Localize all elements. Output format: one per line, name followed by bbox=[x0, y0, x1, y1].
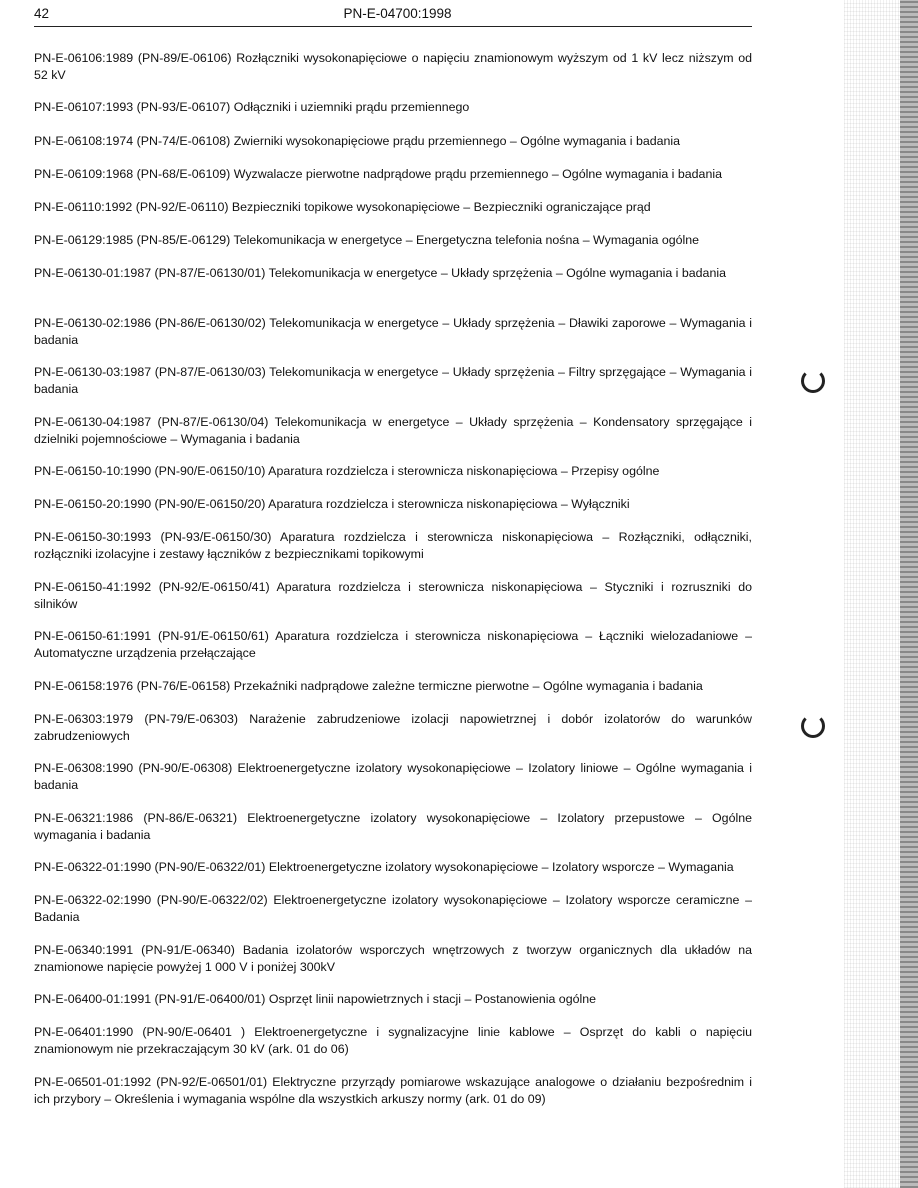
reference-entry: PN-E-06308:1990 (PN-90/E-06308) Elektroenergetyczne izolatory wysokonapięciowe – Izolatory liniowe – Ogólne wymagania i badania bbox=[34, 761, 752, 792]
reference-entry: PN-E-06108:1974 (PN-74/E-06108) Zwierniki wysokonapięciowe prądu przemiennego – Ogólne wymagania i badania bbox=[34, 134, 681, 148]
reference-entry: PN-E-06322-02:1990 (PN-90/E-06322/02) Elektroenergetyczne izolatory wysokonapięciowe – Izolatory wsporcze ceramiczne – Badania bbox=[34, 893, 752, 924]
reference-entry: PN-E-06130-01:1987 (PN-87/E-06130/01) Telekomunikacja w energetyce – Układy sprzężenia – Ogólne wymagania i badania bbox=[34, 266, 726, 280]
reference-entry: PN-E-06400-01:1991 (PN-91/E-06400/01) Osprzęt linii napowietrznych i stacji – Postanowienia ogólne bbox=[34, 992, 597, 1006]
reference-entry: PN-E-06322-01:1990 (PN-90/E-06322/01) Elektroenergetyczne izolatory wysokonapięciowe – Izolatory wsporcze – Wymagania bbox=[34, 860, 734, 874]
reference-entry: PN-E-06130-03:1987 (PN-87/E-06130/03) Telekomunikacja w energetyce – Układy sprzężenia – Filtry sprzęgające – Wymagania i badania bbox=[34, 365, 752, 396]
reference-entry: PN-E-06303:1979 (PN-79/E-06303) Narażenie zabrudzeniowe izolacji napowietrznej i dobór izolatorów do warunków zabrudzeniowych bbox=[34, 712, 752, 743]
reference-entry: PN-E-06129:1985 (PN-85/E-06129) Telekomunikacja w energetyce – Energetyczna telefonia nośna – Wymagania ogólne bbox=[34, 233, 700, 247]
reference-entry: PN-E-06150-10:1990 (PN-90/E-06150/10) Aparatura rozdzielcza i sterownicza niskonapięciowa – Przepisy ogólne bbox=[34, 464, 660, 478]
reference-entry: PN-E-06340:1991 (PN-91/E-06340) Badania izolatorów wsporczych wnętrzowych z tworzyw organicznych dla układów na znamionowe napięcie powyżej 1 000 V i poniżej 300kV bbox=[34, 943, 752, 974]
page-number: 42 bbox=[34, 6, 50, 21]
reference-entry: PN-E-06150-30:1993 (PN-93/E-06150/30) Aparatura rozdzielcza i sterownicza niskonapięciowa – Rozłączniki, odłączniki, rozłączniki izolacyjne i zestawy łączników z bezpiecznikami topikowymi bbox=[34, 530, 752, 561]
reference-entry: PN-E-06321:1986 (PN-86/E-06321) Elektroenergetyczne izolatory wysokonapięciowe – Izolatory przepustowe – Ogólne wymagania i badania bbox=[34, 811, 752, 842]
reference-entry: PN-E-06109:1968 (PN-68/E-06109) Wyzwalacze pierwotne nadprądowe prądu przemiennego – Ogólne wymagania i badania bbox=[34, 167, 722, 181]
reference-entry: PN-E-06106:1989 (PN-89/E-06106) Rozłączniki wysokonapięciowe o napięciu znamionowym wyższym od 1 kV lecz niższym od 52 kV bbox=[34, 51, 752, 82]
reference-entry: PN-E-06110:1992 (PN-92/E-06110) Bezpieczniki topikowe wysokonapięciowe – Bezpieczniki ograniczające prąd bbox=[34, 200, 651, 214]
scan-edge-border bbox=[900, 0, 918, 1188]
reference-entry: PN-E-06158:1976 (PN-76/E-06158) Przekaźniki nadprądowe zależne termiczne pierwotne – Ogólne wymagania i badania bbox=[34, 679, 703, 693]
punch-hole-mark bbox=[801, 369, 825, 393]
reference-entry: PN-E-06107:1993 (PN-93/E-06107) Odłączniki i uziemniki prądu przemiennego bbox=[34, 100, 470, 114]
reference-entry: PN-E-06150-41:1992 (PN-92/E-06150/41) Aparatura rozdzielcza i sterownicza niskonapięciowa – Styczniki i rozruszniki do silników bbox=[34, 580, 752, 611]
reference-entry: PN-E-06130-04:1987 (PN-87/E-06130/04) Telekomunikacja w energetyce – Układy sprzężenia – Kondensatory sprzęgające i dzielniki pojemnościowe – Wymagania i badania bbox=[34, 415, 752, 446]
reference-entry: PN-E-06401:1990 (PN-90/E-06401 ) Elektroenergetyczne i sygnalizacyjne linie kablowe – Osprzęt do kabli o napięciu znamionowym nie przekraczającym 30 kV (ark. 01 do 06) bbox=[34, 1025, 752, 1056]
reference-entry: PN-E-06501-01:1992 (PN-92/E-06501/01) Elektryczne przyrządy pomiarowe wskazujące analogowe o działaniu bezpośrednim i ich przybory – Określenia i wymagania wspólne dla wszystkich arkuszy normy (ark. 01 do 09) bbox=[34, 1075, 752, 1106]
reference-entry: PN-E-06130-02:1986 (PN-86/E-06130/02) Telekomunikacja w energetyce – Układy sprzężenia – Dławiki zaporowe – Wymagania i badania bbox=[34, 316, 752, 347]
document-code: PN-E-04700:1998 bbox=[343, 6, 452, 21]
punch-hole-mark bbox=[801, 714, 825, 738]
reference-entry: PN-E-06150-20:1990 (PN-90/E-06150/20) Aparatura rozdzielcza i sterownicza niskonapięciowa – Wyłączniki bbox=[34, 497, 630, 511]
header-rule bbox=[34, 26, 752, 27]
reference-entry: PN-E-06150-61:1991 (PN-91/E-06150/61) Aparatura rozdzielcza i sterownicza niskonapięciowa – Łączniki wielozadaniowe – Automatyczne urządzenia przełączające bbox=[34, 629, 752, 660]
